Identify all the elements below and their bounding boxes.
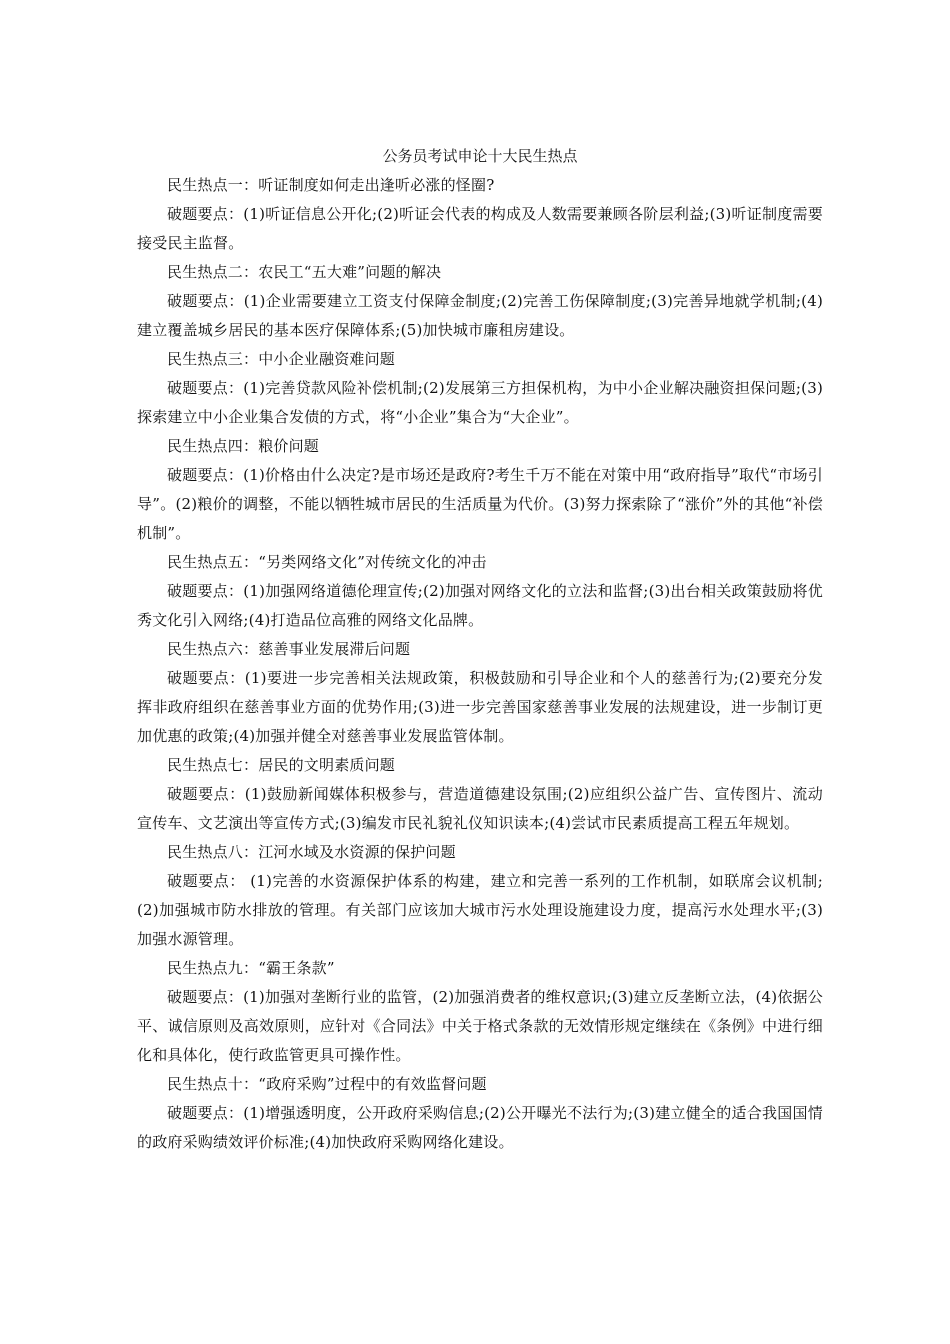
- section-body-6: 破题要点：(1)要进一步完善相关法规政策，积极鼓励和引导企业和个人的慈善行为;(2)要充分发挥非政府组织在慈善事业方面的优势作用;(3)进一步完善国家慈善事业发展的法规建设，进一步制订更加优惠的政策;(4)加强并健全对慈善事业发展监管体制。: [137, 669, 823, 745]
- section-body-9: 破题要点：(1)加强对垄断行业的监管，(2)加强消费者的维权意识;(3)建立反垄断立法，(4)依据公平、诚信原则及高效原则，应针对《合同法》中关于格式条款的无效情形规定继续在《条例》中进行细化和具体化，使行政监管更具可操作性。: [137, 988, 823, 1064]
- section-body-5: 破题要点：(1)加强网络道德伦理宣传;(2)加强对网络文化的立法和监督;(3)出台相关政策鼓励将优秀文化引入网络;(4)打造品位高雅的网络文化品牌。: [137, 582, 823, 629]
- section-heading-5: 民生热点五：“另类网络文化”对传统文化的冲击: [167, 553, 487, 571]
- section-body-3: 破题要点：(1)完善贷款风险补偿机制;(2)发展第三方担保机构，为中小企业解决融资担保问题;(3)探索建立中小企业集合发债的方式，将“小企业”集合为“大企业”。: [137, 379, 823, 426]
- section-heading-7: 民生热点七：居民的文明素质问题: [167, 756, 396, 774]
- section-body-7: 破题要点：(1)鼓励新闻媒体积极参与，营造道德建设氛围;(2)应组织公益广告、宣传图片、流动宣传车、文艺演出等宣传方式;(3)编发市民礼貌礼仪知识读本;(4)尝试市民素质提高工程五年规划。: [137, 785, 823, 832]
- section-body-8: 破题要点： (1)完善的水资源保护体系的构建，建立和完善一系列的工作机制，如联席会议机制;(2)加强城市防水排放的管理。有关部门应该加大城市污水处理设施建设力度，提高污水处理水平;(3)加强水源管理。: [137, 872, 823, 948]
- section-body-10: 破题要点：(1)增强透明度，公开政府采购信息;(2)公开曝光不法行为;(3)建立健全的适合我国国情的政府采购绩效评价标准;(4)加快政府采购网络化建设。: [137, 1104, 823, 1151]
- section-body-2: 破题要点：(1)企业需要建立工资支付保障金制度;(2)完善工伤保障制度;(3)完善异地就学机制;(4)建立覆盖城乡居民的基本医疗保障体系;(5)加快城市廉租房建设。: [137, 292, 823, 339]
- document-page: [137, 142, 823, 1157]
- section-heading-3: 民生热点三：中小企业融资难问题: [167, 350, 396, 368]
- section-body-4: 破题要点：(1)价格由什么决定?是市场还是政府?考生千万不能在对策中用“政府指导”取代“市场引导”。(2)粮价的调整，不能以牺牲城市居民的生活质量为代价。(3)努力探索除了“涨价”外的其他“补偿机制”。: [137, 466, 823, 542]
- section-heading-1: 民生热点一：听证制度如何走出逢听必涨的怪圈?: [167, 176, 495, 194]
- section-heading-9: 民生热点九：“霸王条款”: [167, 959, 335, 977]
- document-title: 公务员考试申论十大民生热点: [382, 147, 578, 165]
- section-body-1: 破题要点：(1)听证信息公开化;(2)听证会代表的构成及人数需要兼顾各阶层利益;(3)听证制度需要接受民主监督。: [137, 205, 823, 252]
- section-heading-4: 民生热点四：粮价问题: [167, 437, 320, 455]
- section-heading-8: 民生热点八：江河水域及水资源的保护问题: [167, 843, 456, 861]
- section-heading-6: 民生热点六：慈善事业发展滞后问题: [167, 640, 411, 658]
- section-heading-2: 民生热点二：农民工“五大难”问题的解决: [167, 263, 442, 281]
- section-heading-10: 民生热点十：“政府采购”过程中的有效监督问题: [167, 1075, 487, 1093]
